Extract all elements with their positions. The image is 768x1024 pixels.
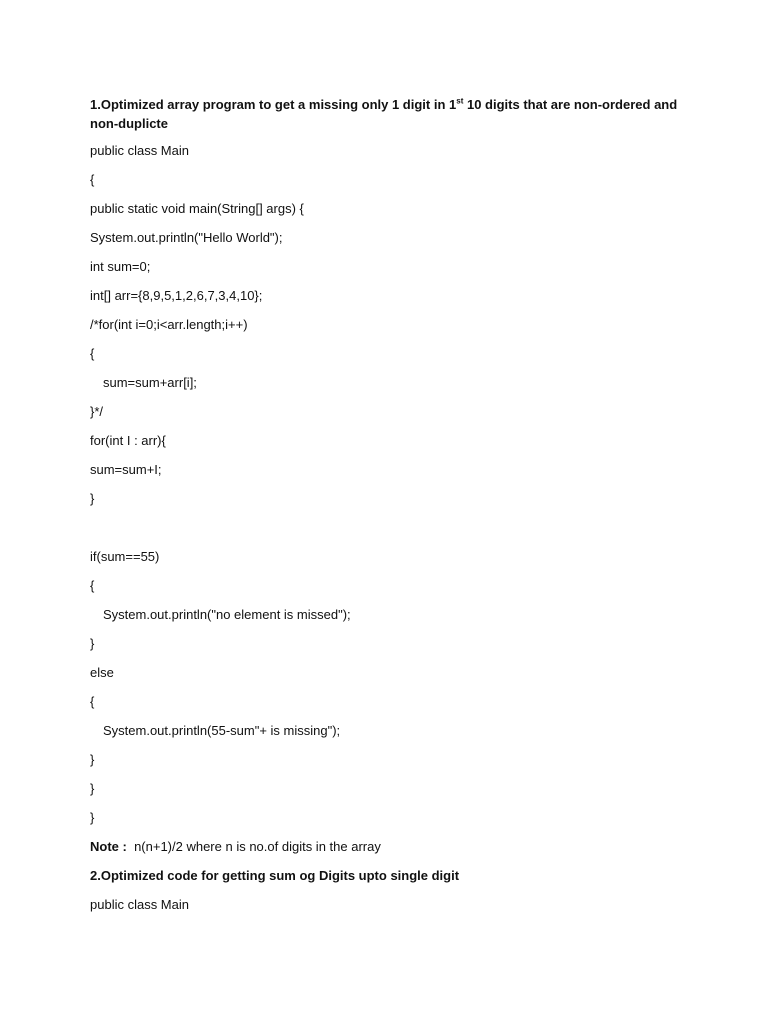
code-line: for(int I : arr){ <box>90 433 166 448</box>
code-line: } <box>90 781 95 796</box>
code-line: }*/ <box>90 404 104 419</box>
section-2-heading: 2.Optimized code for getting sum og Digits upto single digit <box>90 868 460 883</box>
code-line: { <box>90 578 95 593</box>
code-line: int[] arr={8,9,5,1,2,6,7,3,4,10}; <box>90 288 263 303</box>
note-label: Note : <box>90 839 127 854</box>
code-line: { <box>90 172 95 187</box>
superscript-st: st <box>456 96 464 106</box>
code-line: public class Main <box>90 897 189 912</box>
code-line: public class Main <box>90 143 189 158</box>
section-1-heading-text: 1.Optimized array program to get a missing only 1 digit in 1 <box>90 97 457 112</box>
code-line: public static void main(String[] args) { <box>90 201 304 216</box>
code-line: } <box>90 810 95 825</box>
code-line: System.out.println("no element is missed"); <box>103 607 351 622</box>
section-1-heading <box>90 95 678 133</box>
note-text: n(n+1)/2 where n is no.of digits in the array <box>126 839 381 854</box>
code-line: if(sum==55) <box>90 549 160 564</box>
blank-line <box>90 520 678 549</box>
code-line: sum=sum+I; <box>90 462 162 477</box>
code-line: System.out.println("Hello World"); <box>90 230 283 245</box>
code-line: int sum=0; <box>90 259 151 274</box>
section-1-heading-text-end: 10 digits that are non-ordered and non-duplicte <box>90 97 678 131</box>
note-line <box>90 839 678 868</box>
code-line: { <box>90 694 95 709</box>
code-line: sum=sum+arr[i]; <box>103 375 197 390</box>
code-line: /*for(int i=0;i<arr.length;i++) <box>90 317 248 332</box>
code-line: { <box>90 346 95 361</box>
code-line: else <box>90 665 114 680</box>
code-line: } <box>90 491 95 506</box>
code-line: System.out.println(55-sum"+ is missing"); <box>103 723 341 738</box>
code-line: } <box>90 636 95 651</box>
code-line: } <box>90 752 95 767</box>
